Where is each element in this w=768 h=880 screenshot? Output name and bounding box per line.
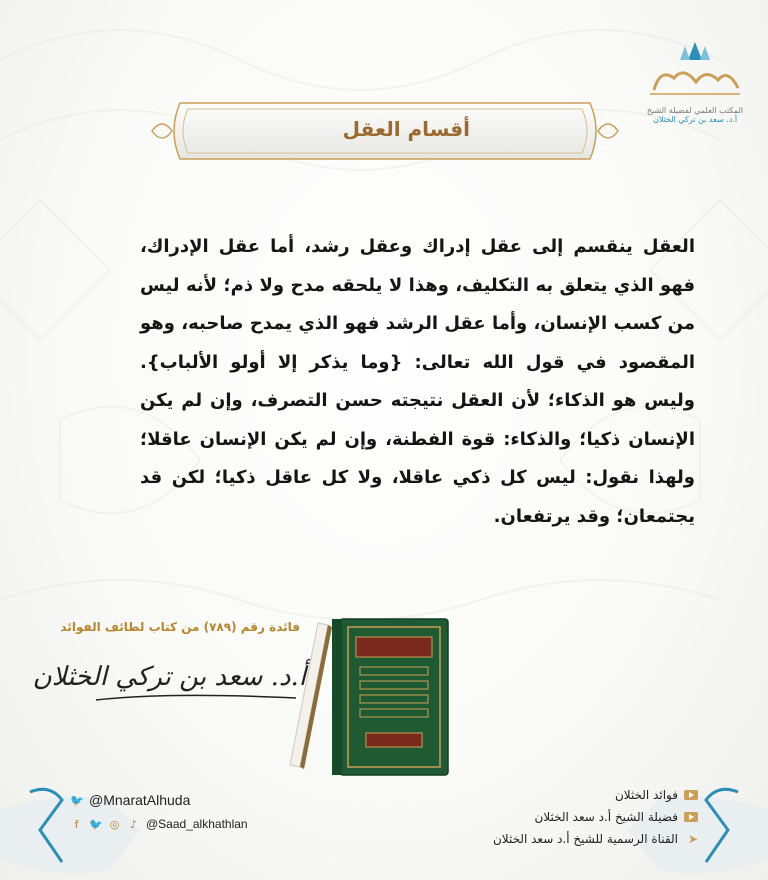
- banner-title: أقسام العقل: [342, 117, 470, 141]
- signature-text: أ.د. سعد بن تركي الخثلان: [32, 662, 306, 692]
- twitter-icon: 🐦: [70, 793, 84, 807]
- telegram-icon: ➤: [687, 832, 698, 846]
- instagram-icon[interactable]: ◎: [109, 817, 120, 831]
- main-paragraph: العقل ينقسم إلى عقل إدراك وعقل رشد، أما عقل الإدراك، فهو الذي يتعلق به التكليف، وهذا لا يلحقه مدح ولا ذم؛ لأنه ليس من كسب الإنسان، وأما عقل الرشد فهو الذي يمدح صاحبه، وهو المقصود في قول الله تعالى: {وما يذكر إلا أولو الألباب}. وليس هو الذكاء؛ لأن العقل نتيجته حسن التصرف، وإن لم يكن الإنسان ذكيا؛ والذكاء: قوة الفطنة، وإن لم يكن الإنسان عاقلا؛ ولهذا نقول: ليس كل ذكي عاقلا، ولا كل عاقل ذكيا؛ لكن قد يجتمعان؛ وقد يرتفعان.: [140, 236, 695, 527]
- twitter-row[interactable]: [70, 788, 248, 812]
- channel-label[interactable]: فوائد الخثلان: [614, 788, 678, 802]
- manarat-alhuda-logo: [640, 38, 750, 138]
- youtube-icon: [684, 790, 698, 800]
- channel-label[interactable]: فضيلة الشيخ أ.د سعد الخثلان: [534, 810, 678, 824]
- channel-item[interactable]: [493, 828, 698, 850]
- tiktok-icon[interactable]: ♪: [129, 817, 138, 831]
- twitter-small-icon[interactable]: 🐦: [89, 817, 103, 831]
- channel-list: [493, 784, 698, 850]
- logo-mark-icon: [640, 38, 750, 100]
- social-handle[interactable]: @Saad_alkhathlan: [146, 817, 248, 831]
- channel-item[interactable]: [493, 784, 698, 806]
- social-links-row[interactable]: [70, 812, 248, 836]
- logo-subtitle-1: المكتب العلمي لفضيلة الشيخ: [646, 106, 744, 115]
- channel-label[interactable]: القناة الرسمية للشيخ أ.د سعد الخثلان: [492, 832, 678, 846]
- logo-subtitle-2: أ.د. سعد بن تركي الخثلان: [652, 115, 738, 124]
- twitter-handle[interactable]: @MnaratAlhuda: [89, 792, 191, 808]
- title-banner: [150, 95, 620, 167]
- source-caption: فائدة رقم (٧٨٩) من كتاب لطائف الفوائد: [60, 620, 300, 634]
- channel-item[interactable]: [493, 806, 698, 828]
- facebook-icon[interactable]: f: [74, 817, 79, 831]
- book-illustration: [270, 615, 455, 780]
- social-handles: [70, 788, 248, 836]
- youtube-icon: [684, 812, 698, 822]
